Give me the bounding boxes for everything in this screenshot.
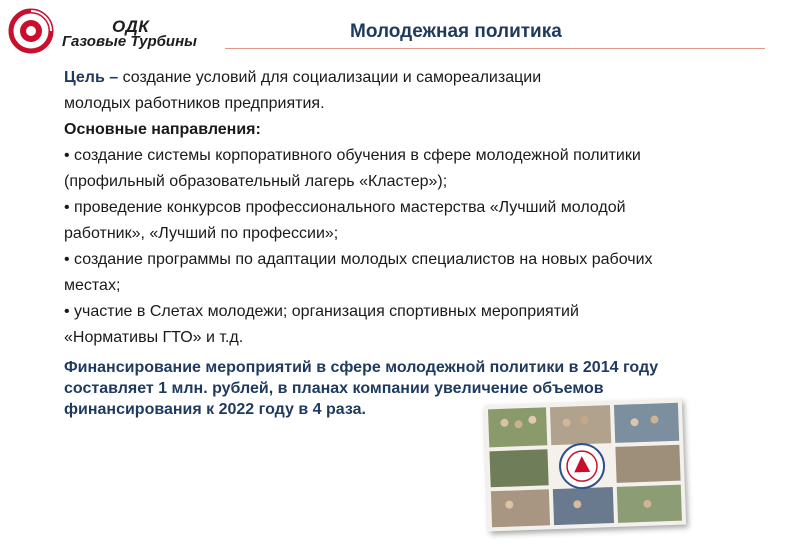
goal-line-2: молодых работников предприятия. <box>64 95 325 112</box>
directions-line-8: «Нормативы ГТО» и т.д. <box>64 329 244 346</box>
logo-line1: ОДК <box>112 17 150 36</box>
directions-line-5: • создание программы по адаптации молодых специалистов на новых рабочих <box>64 251 653 268</box>
directions-heading: Основные направления: <box>64 121 261 138</box>
main-content <box>64 65 764 351</box>
directions-line-4: работник», «Лучший по профессии»; <box>64 225 339 242</box>
photo-collage <box>484 399 686 532</box>
goal-label: Цель – <box>64 69 119 86</box>
funding-line-2: составляет 1 млн. рублей, в планах компании увеличение объемов <box>64 380 604 397</box>
company-logo <box>8 8 238 54</box>
logo-line2: Газовые Турбины <box>62 33 197 50</box>
header-divider <box>225 48 765 49</box>
directions-line-3: • проведение конкурсов профессионального мастерства «Лучший молодой <box>64 199 626 216</box>
directions-line-2: (профильный образовательный лагерь «Кластер»); <box>64 173 448 190</box>
photo-collage-image <box>484 399 686 532</box>
goal-line-1 <box>64 65 764 91</box>
funding-line-1: Финансирование мероприятий в сфере молодежной политики в 2014 году <box>64 359 659 376</box>
odk-logo-icon <box>8 8 54 54</box>
directions-line-7: • участие в Слетах молодежи; организация спортивных мероприятий <box>64 303 579 320</box>
funding-line-3: финансирования к 2022 году в 4 раза. <box>64 401 366 418</box>
directions-line-1: • создание системы корпоративного обучения в сфере молодежной политики <box>64 147 641 164</box>
goal-text-1: создание условий для социализации и самореализации <box>118 69 542 86</box>
page-title: Молодежная политика <box>350 21 562 42</box>
directions-line-6: местах; <box>64 277 121 294</box>
